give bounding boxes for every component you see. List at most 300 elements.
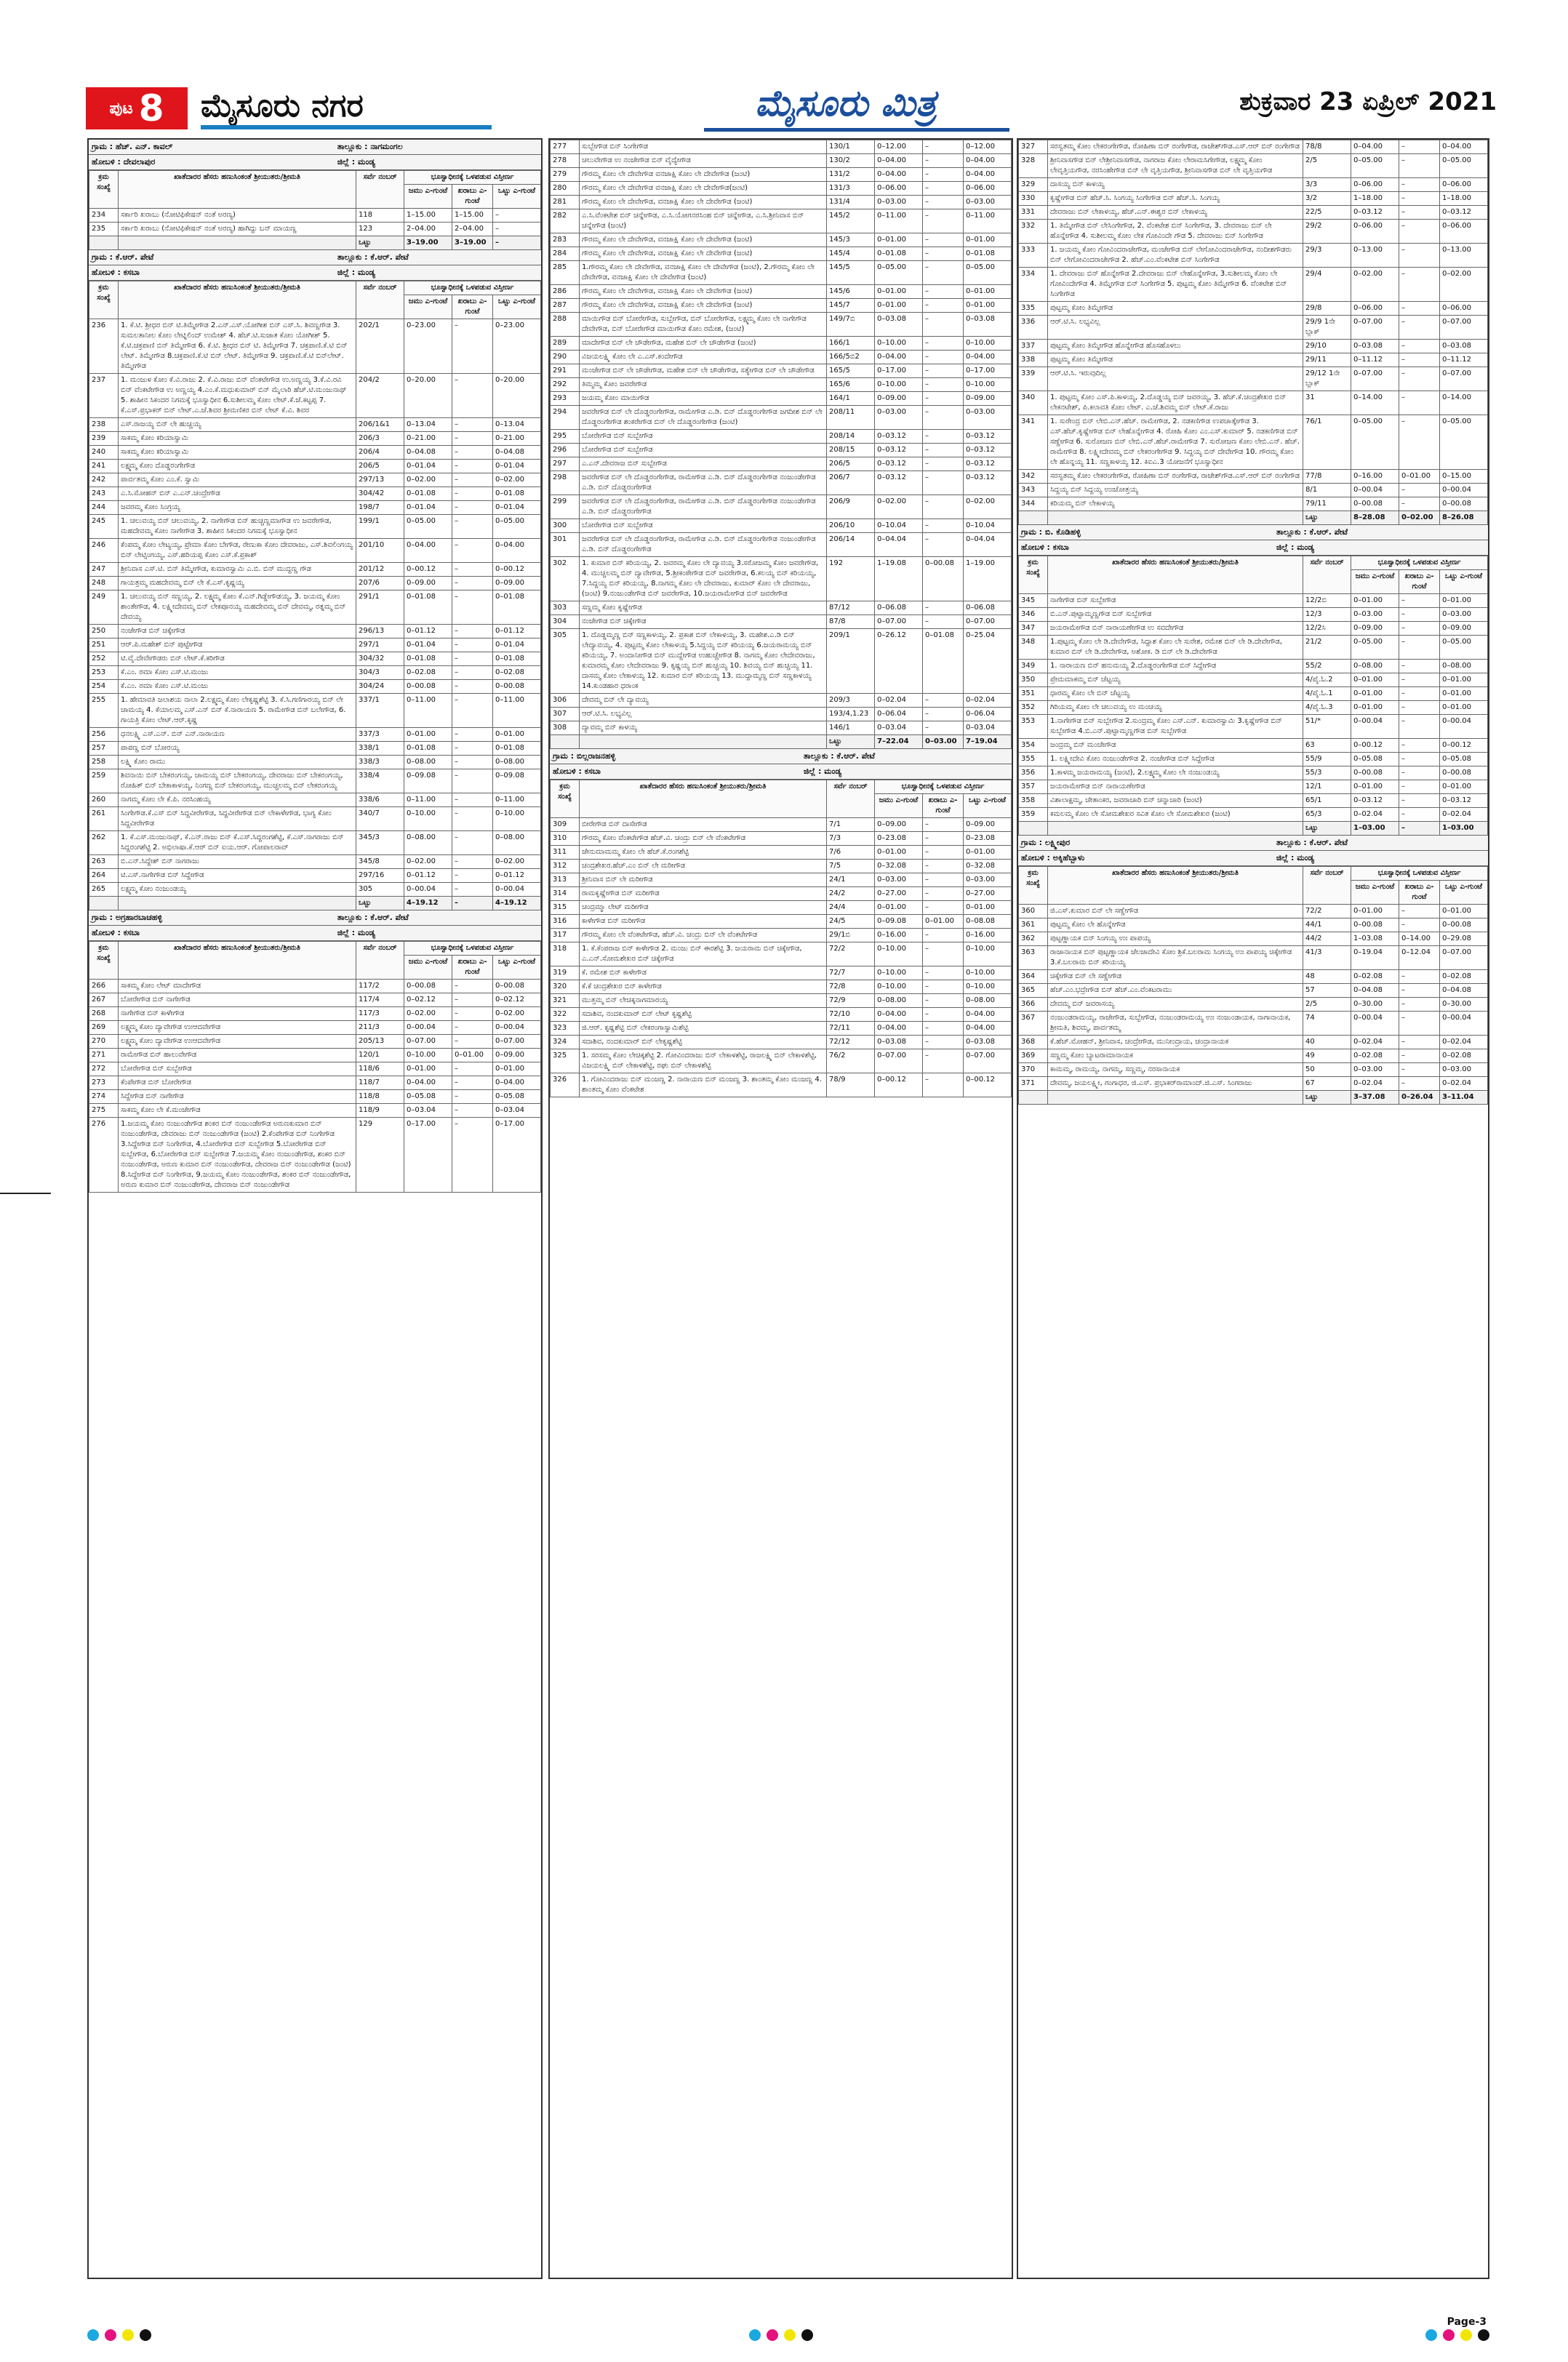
owner-name: ನಾಗಮ್ಮ ಕೋಂ ಲೇ ಕೆ.ಪಿ. ನರಸಿಂಹಯ್ಯ: [119, 793, 356, 807]
total-area: 0–04.00: [964, 1022, 1012, 1036]
table-row: [551, 471, 1012, 495]
table-row: [1019, 497, 1488, 511]
serial-number: 270: [89, 1035, 119, 1049]
survey-number: 72/7: [827, 966, 875, 980]
kharab-area: –: [1399, 340, 1440, 353]
land-area: 0–10.00: [875, 337, 923, 351]
owner-name: ಎ.ಸಿ.ಮೋಹನ್ ಬಿನ್ ಎ.ಎನ್.ಚಂದ್ರೇಗೌಡ: [119, 487, 356, 501]
land-area: 0–11.00: [404, 793, 452, 807]
serial-number: 320: [551, 980, 580, 994]
table-row: [551, 694, 1012, 708]
village-header: [89, 140, 541, 155]
survey-number: 192: [827, 557, 875, 601]
total-area: 0–05.00: [1440, 154, 1488, 178]
total-area: 0–05.00: [493, 515, 541, 539]
owner-name: ಮಾಯಿಗೌಡ ಬಿನ್ ಬೋರೇಗೌಡ, ಸುಬ್ಬೇಗೌಡ, ಬಿನ್ ಬೋರೇಗೌಡ, ಲಕ್ಷ್ಮಮ್ಮ ಕೋಂ ಲೇ ನಾಗೇಗೌಡ ದೇವೇಗೌಡ, ಬಿನ್ ಬೋರೇಗೌಡ ಮಾಯಿಗೌಡ ಕೋಂ ರಮೇಶ, (ಜಂಟಿ): [580, 313, 827, 337]
total-area: 0–01.08: [964, 247, 1012, 261]
serial-number: 360: [1019, 905, 1048, 918]
table-header-row: [551, 780, 1012, 794]
survey-number: 304/32: [356, 652, 404, 666]
magenta-dot: [105, 2329, 116, 2341]
header-total: ಒಟ್ಟು ಎ-ಗುಂಟೆ: [1440, 570, 1488, 594]
serial-number: 321: [551, 994, 580, 1008]
table-row: [89, 1007, 541, 1021]
serial-number: 330: [1019, 192, 1048, 206]
survey-number: 208/11: [827, 406, 875, 430]
kharab-area: –: [1399, 1077, 1440, 1091]
land-area: 0–02.12: [404, 993, 452, 1007]
total-area: 0–01.00: [1440, 687, 1488, 701]
survey-number: 29/12 1ನೇ ಬ್ಲಾಕ್: [1303, 367, 1351, 391]
table-row: [551, 261, 1012, 285]
kharab-area: –: [923, 873, 964, 887]
kharab-area: –: [923, 182, 964, 196]
owner-name: ಬೋರೇಗೌಡ ಬಿನ್ ಸುಬ್ಬೇಗೌಡ: [119, 1062, 356, 1076]
owner-name: ಕೆ.ಎಂ. ರಮಾ ಕೋಂ ಎಸ್.ಟಿ.ಮಂಜು: [119, 680, 356, 694]
survey-number: 206/10: [827, 519, 875, 533]
land-area: 0–16.00: [1351, 470, 1399, 484]
survey-number: 123: [356, 223, 404, 236]
serial-number: 341: [1019, 415, 1048, 470]
kharab-area: –: [452, 446, 493, 460]
kharab-area: –: [1399, 415, 1440, 470]
serial-number: 280: [551, 182, 580, 196]
kharab-area: –: [452, 1090, 493, 1104]
table-row: [89, 319, 541, 374]
owner-name: ಧನಲಕ್ಷ್ಮಿ ಎಸ್.ಎನ್. ಬಿನ್ ಎನ್.ನಾರಾಯಣ: [119, 728, 356, 742]
kharab-area: –: [923, 901, 964, 915]
serial-number: 313: [551, 873, 580, 887]
records-table: [89, 281, 541, 910]
owner-name: ಬೋರೇಗೌಡ ಬಿನ್ ಸುಬ್ಬೇಗೌಡ: [580, 519, 827, 533]
survey-number: 29/3: [1303, 244, 1351, 268]
survey-number: 297/1: [356, 638, 404, 652]
survey-number: 57: [1303, 984, 1351, 998]
total-area: 0–09.00: [493, 1049, 541, 1062]
table-row: [551, 873, 1012, 887]
hobli-header: [550, 764, 1012, 780]
owner-name: ಕೆಂಪಮ್ಮ ಕೋಂ ಲೇಟ್ಯಯ್ಯ, ಪ್ರೇಮಾ ಕೋಂ ಬೇಗೌಡ, ರೇಣುಕಾ ಕೋಂ ದೇವರಾಜು, ಎಸ್.ಶಿವಲಿಂಗಯ್ಯ ಬಿನ್ ಲೇಟ್ಸಿಂಗಯ್ಯ, ಎಸ್.ಹರಿಯಪ್ಪ ಕೋಂ ಎಸ್.ಕೆ.ಪ್ರಕಾಶ್: [119, 539, 356, 563]
owner-name: 1.ನಾಗೇಗೌಡ ಬಿನ್ ಸುಬ್ಬೇಗೌಡ 2.ಸುಂದ್ರಮ್ಮ ಕೋಂ ಎಸ್.ಎನ್. ಕುಮಾರಸ್ವಾಮಿ 3.ಕೃಷ್ಣೇಗೌಡ ಬಿನ್ ಸುಬ್ಬೇಗೌಡ 4.ಬಿ.ಎನ್.ಪುಟ್ಟಾಮ್ಮಣ್ಣಗೌಡ ಬಿನ್ ಸುಬ್ಬೇಗೌಡ: [1048, 715, 1303, 739]
total-area: 0–17.00: [493, 1118, 541, 1193]
table-row: [89, 756, 541, 769]
village-name: ಗ್ರಾಮ : ಕೆ.ಆರ್. ಪೇಟೆ: [92, 252, 154, 262]
survey-number: 72/9: [827, 994, 875, 1008]
land-area: 1–15.00: [404, 209, 452, 223]
total-area: 0–01.04: [493, 501, 541, 515]
table-row: [551, 247, 1012, 261]
serial-number: 290: [551, 351, 580, 364]
header-land: ಜಮು ಎ-ಗುಂಟೆ: [404, 956, 452, 980]
survey-number: 63: [1303, 739, 1351, 753]
serial-number: 246: [89, 539, 119, 563]
land-area: 0–06.04: [875, 708, 923, 721]
table-row: [551, 887, 1012, 901]
total-area: 0–10.00: [493, 807, 541, 831]
table-row: [1019, 1049, 1488, 1063]
land-area: 1–19.08: [875, 557, 923, 601]
total-area: 0–06.00: [1440, 178, 1488, 192]
table-row: [551, 430, 1012, 444]
table-row: [551, 601, 1012, 615]
serial-number: 327: [1019, 140, 1048, 154]
land-area: 0–03.12: [875, 444, 923, 457]
table-row: [551, 860, 1012, 873]
serial-number: 332: [1019, 220, 1048, 244]
table-row: [1019, 206, 1488, 220]
land-area: 0–01.00: [1351, 687, 1399, 701]
serial-number: 286: [551, 285, 580, 299]
owner-name: ಗೌರಮ್ಮ ಕೋಂ ಲೇ ದೇವೇಗೌಡ ವನಜಾಕ್ಷಿ ಕೋಂ ಲೇ ದೇವೇಗೌಡ (ಜಂಟಿ): [580, 168, 827, 182]
taluk-name: ತಾಲ್ಲೂಕು : ನಾಗಮಂಗಲ: [337, 142, 403, 151]
table-row: [551, 832, 1012, 846]
owner-name: ವಿಶಾಲಾಕ್ಷಮ್ಮ, ಚೇತಾಂಕರ, ಜವರಾಚಾರಿ ಬಿನ್ ಚನ್ನಾಚಾರಿ (ಜಂಟಿ): [1048, 794, 1303, 808]
survey-number: 31: [1303, 391, 1351, 415]
survey-number: 55/2: [1303, 660, 1351, 673]
total-area: 0–29.08: [1440, 932, 1488, 946]
village-name: ಗ್ರಾಮ : ಬಿಲ್ಲರಾಜನಹಳ್ಳಿ: [553, 751, 616, 761]
land-area: 0–02.00: [404, 473, 452, 487]
owner-name: ಕೆ.ಎಂ. ರಮಾ ಕೋಂ ಎಸ್.ಟಿ.ಮಂಜು: [119, 666, 356, 680]
owner-name: ಲಕ್ಷ್ಮಮ್ಮ ಕೋಂ ನಂಜುಂಡಯ್ಯ: [119, 883, 356, 897]
table-row: [89, 446, 541, 460]
total-area: 0–08.08: [964, 915, 1012, 929]
total-area: 0–05.08: [493, 1090, 541, 1104]
land-area: 0–02.04: [1351, 808, 1399, 822]
table-row: [1019, 687, 1488, 701]
owner-name: ದೇವಮ್ಮ ಬಿನ್ ಲೇ ದ್ಯಾವಯ್ಯ: [580, 694, 827, 708]
serial-number: 297: [551, 457, 580, 471]
land-area: 0–03.00: [1351, 1063, 1399, 1077]
total-row: [1019, 822, 1488, 836]
total-area: 0–01.00: [493, 728, 541, 742]
hobli-name: ಹೋಬಳಿ : ಕಸಬಾ: [1021, 543, 1069, 552]
survey-number: 131/3: [827, 182, 875, 196]
table-row: [89, 1062, 541, 1076]
table-row: [89, 1104, 541, 1118]
total-area: 0–04.00: [493, 1076, 541, 1090]
kharab-area: –: [452, 855, 493, 869]
survey-number: 7/3: [827, 832, 875, 846]
total-area: 0–01.12: [493, 625, 541, 638]
records-table: [1018, 140, 1488, 525]
table-row: [551, 196, 1012, 209]
total-area: 0–02.00: [964, 495, 1012, 519]
survey-number: 206/9: [827, 495, 875, 519]
land-area: 0–09.08: [404, 769, 452, 793]
header-area: ಭೂಸ್ವಾಧೀನಕ್ಕೆ ಒಳಪಡುವ ವಿಸ್ತೀರ್ಣ: [1351, 556, 1488, 570]
total-area: 0–13.04: [493, 418, 541, 432]
owner-name: ಗೌರಮ್ಮ ಕೋಂ ವೆಂಕಟೇಗೌಡ ಹೆಚ್.ವಿ. ಚಂದ್ರು ಬಿನ್ ಲೇ ವೆಂಕಟೇಗೌಡ: [580, 832, 827, 846]
serial-number: 293: [551, 392, 580, 406]
owner-name: ಜೇನುಮಾಮಮ್ಮ ಕೋಂ ಲೇ ಹೆಚ್.ಕೆ.ರಂಗಶೆಟ್ಟಿ: [580, 846, 827, 860]
serial-number: 302: [551, 557, 580, 601]
table-row: [89, 418, 541, 432]
total-area: 0–04.00: [964, 351, 1012, 364]
kharab-area: –: [452, 652, 493, 666]
table-row: [551, 457, 1012, 471]
serial-number: 250: [89, 625, 119, 638]
kharab-area: –: [452, 487, 493, 501]
total-area: 0–03.12: [964, 457, 1012, 471]
survey-number: 131/2: [827, 168, 875, 182]
owner-name: ಬಿ.ಎನ್.ಸಿದ್ದೇಶ್ ಬಿನ್ ನಾಗರಾಜು: [119, 855, 356, 869]
survey-number: 7/6: [827, 846, 875, 860]
table-row: [1019, 470, 1488, 484]
owner-name: ಕೆ.ಕೆ ಚಂದ್ರಶೇಖರ ಬಿನ್ ಕಾಳೇಗೌಡ: [580, 980, 827, 994]
survey-number: 4/ಪೈ.ಓ.3: [1303, 701, 1351, 715]
survey-number: 72/8: [827, 980, 875, 994]
table-row: [551, 708, 1012, 721]
serial-number: 272: [89, 1062, 119, 1076]
total-label: ಒಟ್ಟು: [356, 897, 404, 910]
land-area: 0–02.00: [404, 855, 452, 869]
survey-number: 72/10: [827, 1008, 875, 1022]
serial-number: 326: [551, 1073, 580, 1097]
total-area: 0–07.00: [493, 1035, 541, 1049]
survey-number: 118/7: [356, 1076, 404, 1090]
kharab-area: –: [452, 577, 493, 590]
survey-number: 297/13: [356, 473, 404, 487]
table-row: [551, 721, 1012, 735]
land-area: 0–09.00: [875, 818, 923, 832]
total-row: [551, 735, 1012, 749]
total-area: 0–00.04: [493, 883, 541, 897]
serial-number: 292: [551, 378, 580, 392]
total-area: 0–12.00: [964, 140, 1012, 154]
village-name: ಗ್ರಾಮ : ಬಿ. ಕೊಡಿಹಳ್ಳಿ: [1021, 527, 1081, 537]
total-land: 1–03.00: [1351, 822, 1399, 836]
taluk-name: ತಾಲ್ಲೂಕು : ಕೆ.ಆರ್. ಪೇಟೆ: [1276, 527, 1348, 537]
owner-name: ಕಮಲಮ್ಮ ಕೋಂ ಲೇ ಸೋಮಶೇಖರ ಸವಿತ ಕೋಂ ಲೇ ಸೋಮಶೇಖರ (ಜಂಟಿ): [1048, 808, 1303, 822]
owner-name: ನಾಗೇಗೌಡ ಬಿನ್ ಸುಬ್ಬೇಗೌಡ: [1048, 594, 1303, 608]
kharab-area: –: [923, 694, 964, 708]
table-row: [551, 818, 1012, 832]
kharab-area: –: [452, 460, 493, 473]
survey-number: 211/3: [356, 1021, 404, 1035]
survey-number: 7/1: [827, 818, 875, 832]
land-area: 0–07.00: [1351, 367, 1399, 391]
owner-name: ಪುಟ್ಟಮ್ಮ ಕೋಂ ತಿಮ್ಮೇಗೌಡ ಹೊನ್ನೇಗೌಡ ಹೊಸಹೊಳಲು: [1048, 340, 1303, 353]
header-owner: ಖಾತೆದಾರರ ಹೆಸರು ಹಣುಸಿಂಕಂತೆ ಶ್ರೀಯುತರು/ಶ್ರೀಮತಿ: [119, 281, 356, 319]
owner-name: ವಿಜಯಲಕ್ಷ್ಮಿ ಕೋಂ ಲೇ ಎ.ಎಸ್.ಕಂದೇಗೌಡ: [580, 351, 827, 364]
table-row: [1019, 484, 1488, 497]
land-area: 0–21.00: [404, 432, 452, 446]
table-row: [89, 432, 541, 446]
serial-number: 354: [1019, 739, 1048, 753]
yellow-dot: [1460, 2329, 1472, 2341]
table-row: [1019, 1036, 1488, 1049]
total-area: 0–03.00: [1440, 608, 1488, 622]
total-area: 0–04.08: [493, 446, 541, 460]
hobli-name: ಹೋಬಳಿ : ದೇವಲಾಪುರ: [92, 157, 156, 167]
serial-number: 346: [1019, 608, 1048, 622]
total-area: 0–03.12: [964, 430, 1012, 444]
total-area: 0–01.08: [493, 742, 541, 756]
kharab-area: –: [1399, 766, 1440, 780]
section-title: ಮೈಸೂರು ನಗರ: [201, 87, 364, 124]
total-area: 0–06.04: [964, 708, 1012, 721]
owner-name: ಸಾಕಮ್ಮ ಕೋಂ ಕರಿಯಾಸ್ವಾಮಿ: [119, 446, 356, 460]
serial-number: 344: [1019, 497, 1048, 511]
table-row: [1019, 636, 1488, 660]
survey-number: 7/5: [827, 860, 875, 873]
table-header-row: [89, 171, 541, 185]
total-spacer: [89, 236, 119, 250]
kharab-area: –: [1399, 918, 1440, 932]
kharab-area: –: [923, 154, 964, 168]
kharab-area: –: [452, 993, 493, 1007]
kharab-area: –: [452, 319, 493, 374]
total-area: 0–00.04: [1440, 1012, 1488, 1036]
total-area: 0–00.08: [1440, 918, 1488, 932]
land-area: 0–32.08: [875, 860, 923, 873]
survey-number: 22/5: [1303, 206, 1351, 220]
magenta-dot: [1443, 2329, 1455, 2341]
total-area: 1–19.00: [964, 557, 1012, 601]
header-survey: ಸರ್ವೆ ನಂಬರ್: [1303, 867, 1351, 905]
serial-number: 260: [89, 793, 119, 807]
kharab-area: –: [1399, 622, 1440, 636]
serial-number: 349: [1019, 660, 1048, 673]
owner-name: ಜವರೇಗೌಡ ಬಿನ್ ಲೇ ದೊಡ್ಡರಂಗೇಗೌಡ, ರಾಮೇಗೌಡ ಎ.ಡಿ. ಬಿನ್ ದೊಡ್ಡರಂಗೇಗೌಡ ಜಗದೀಶ ಬಿನ್ ಲೇ ದೊಡ್ಡರಂಗೇಗೌಡ ಶಂಕರೇಗೌಡ ಬಿನ್ ಲೇ ದೊಡ್ಡರಂಗೇಗೌಡ (ಜಂಟಿ): [580, 406, 827, 430]
total-row: [1019, 511, 1488, 525]
serial-number: 351: [1019, 687, 1048, 701]
survey-number: 3/3: [1303, 178, 1351, 192]
survey-number: 337/1: [356, 694, 404, 728]
serial-number: 278: [551, 154, 580, 168]
table-row: [551, 392, 1012, 406]
table-row: [1019, 192, 1488, 206]
table-row: [551, 495, 1012, 519]
serial-number: 269: [89, 1021, 119, 1035]
header-total: ಒಟ್ಟು ಎ-ಗುಂಟೆ: [1440, 881, 1488, 905]
kharab-area: –: [452, 563, 493, 577]
total-area: 0–07.00: [1440, 316, 1488, 340]
total-spacer: [1048, 1091, 1303, 1105]
table-row: [551, 209, 1012, 233]
table-row: [551, 337, 1012, 351]
survey-number: 291/1: [356, 590, 404, 625]
header-total: ಒಟ್ಟು ಎ-ಗುಂಟೆ: [964, 794, 1012, 818]
total-area: 0–02.00: [493, 473, 541, 487]
land-area: 0–01.00: [875, 285, 923, 299]
serial-number: 362: [1019, 932, 1048, 946]
table-row: [89, 577, 541, 590]
header-land: ಜಮು ಎ-ಗುಂಟೆ: [1351, 881, 1399, 905]
kharab-area: –: [1399, 206, 1440, 220]
total-kharab: 0–26.04: [1399, 1091, 1440, 1105]
column-1: [87, 138, 543, 2279]
serial-number: 307: [551, 708, 580, 721]
total-area: 0–00.08: [493, 980, 541, 993]
land-area: 0–08.00: [875, 994, 923, 1008]
header-kharab: ಖರಾಬು ಎ-ಗುಂಟೆ: [452, 185, 493, 209]
table-row: [89, 539, 541, 563]
total-area: 0–05.00: [964, 261, 1012, 285]
owner-name: ಕರಿಯಮ್ಮ ಬಿನ್ ಲೇಕಾಳಯ್ಯ: [1048, 497, 1303, 511]
land-area: 0–02.00: [404, 1007, 452, 1021]
serial-number: 335: [1019, 302, 1048, 316]
table-header-row: [1019, 556, 1488, 570]
land-area: 0–09.00: [404, 577, 452, 590]
kharab-area: –: [1399, 687, 1440, 701]
page-number: 8: [138, 87, 164, 129]
land-area: 0–01.00: [1351, 701, 1399, 715]
serial-number: 353: [1019, 715, 1048, 739]
land-area: 0–09.00: [1351, 622, 1399, 636]
owner-name: ಕೆ. ರಮೇಶ ಬಿನ್ ಕಾಳೇಗೌಡ: [580, 966, 827, 980]
cyan-dot: [87, 2329, 99, 2341]
kharab-area: –: [923, 846, 964, 860]
header-owner: ಖಾತೆದಾರರ ಹೆಸರು ಹಣುಸಿಂಕಂತೆ ಶ್ರೀಯುತರು/ಶ್ರೀಮತಿ: [119, 942, 356, 980]
survey-number: 118/8: [356, 1090, 404, 1104]
kharab-area: –: [923, 140, 964, 154]
cyan-dot: [1425, 2329, 1437, 2341]
total-area: 0–08.00: [493, 756, 541, 769]
header-area: ಭೂಸ್ವಾಧೀನಕ್ಕೆ ಒಳಪಡುವ ವಿಸ್ತೀರ್ಣ: [875, 780, 1012, 794]
total-sum: 4–19.12: [493, 897, 541, 910]
table-row: [551, 313, 1012, 337]
land-area: 0–10.00: [875, 980, 923, 994]
survey-number: 201/12: [356, 563, 404, 577]
serial-number: 239: [89, 432, 119, 446]
table-row: [1019, 970, 1488, 984]
table-row: [1019, 178, 1488, 192]
table-row: [551, 351, 1012, 364]
land-area: 0–03.12: [875, 457, 923, 471]
serial-number: 311: [551, 846, 580, 860]
survey-number: 72/2: [827, 942, 875, 966]
total-area: 0–07.00: [964, 1049, 1012, 1073]
table-row: [1019, 780, 1488, 794]
total-area: 0–01.00: [1440, 905, 1488, 918]
survey-number: 118: [356, 209, 404, 223]
total-spacer: [1048, 511, 1303, 525]
serial-number: 339: [1019, 367, 1048, 391]
land-area: 0–04.08: [1351, 984, 1399, 998]
owner-name: ಸರ್ಕಾರಿ ಖರಾಬು (ನೋಟಿಫಿಕೇಷನ್ ನಂತೆ ಅರಣ್ಯ) ಹಾಗಿದ್ದು ಬನ್ ಮಾಯಣ್ಣ: [119, 223, 356, 236]
land-area: 0–01.00: [875, 901, 923, 915]
serial-number: 289: [551, 337, 580, 351]
total-area: 0–01.08: [493, 487, 541, 501]
owner-name: ಶ್ರೀನಿವಾಸ ಎಸ್.ಟಿ. ಬಿನ್ ತಿಮ್ಮೇಗೌಡ, ಕುಮಾರಸ್ವಾಮಿ ಎ.ಬಿ. ಬಿನ್ ಮುದ್ದಣ್ಣ ಗೌಡ: [119, 563, 356, 577]
survey-number: 202/1: [356, 319, 404, 374]
total-area: 0–01.00: [493, 1062, 541, 1076]
survey-number: 24/4: [827, 901, 875, 915]
kharab-area: –: [452, 694, 493, 728]
owner-name: ಗೌರಮ್ಮ ಕೋಂ ಲೇ ದೇವೇಗೌಡ, ವನಜಾಕ್ಷಿ ಕೋಂ ಲೇ ದೇವೇಗೌಡ (ಜಂಟಿ): [580, 233, 827, 247]
kharab-area: 0–01.08: [923, 629, 964, 694]
land-area: 0–02.08: [1351, 1049, 1399, 1063]
records-table: [89, 941, 541, 1193]
land-area: 0–10.00: [875, 378, 923, 392]
total-land: 3–37.08: [1351, 1091, 1399, 1105]
serial-number: 285: [551, 261, 580, 285]
total-spacer: [1019, 1091, 1048, 1105]
survey-number: 24/5: [827, 915, 875, 929]
table-row: [89, 694, 541, 728]
owner-name: ಲಕ್ಷ್ಮಮ್ಮ ಕೋಂ ದ್ಯಾವೇಗೌಡ ಉಃಆದವೇಗೌಡ: [119, 1035, 356, 1049]
kharab-area: –: [923, 994, 964, 1008]
survey-number: 193/4,1.23: [827, 708, 875, 721]
kharab-area: –: [1399, 220, 1440, 244]
kharab-area: –: [1399, 808, 1440, 822]
survey-number: 29/4: [1303, 268, 1351, 302]
owner-name: ಸಿದ್ದೇಗೌಡ ಬಿನ್ ನಾಗೇಗೌಡ: [119, 1090, 356, 1104]
table-row: [1019, 594, 1488, 608]
total-area: 0–03.12: [964, 444, 1012, 457]
